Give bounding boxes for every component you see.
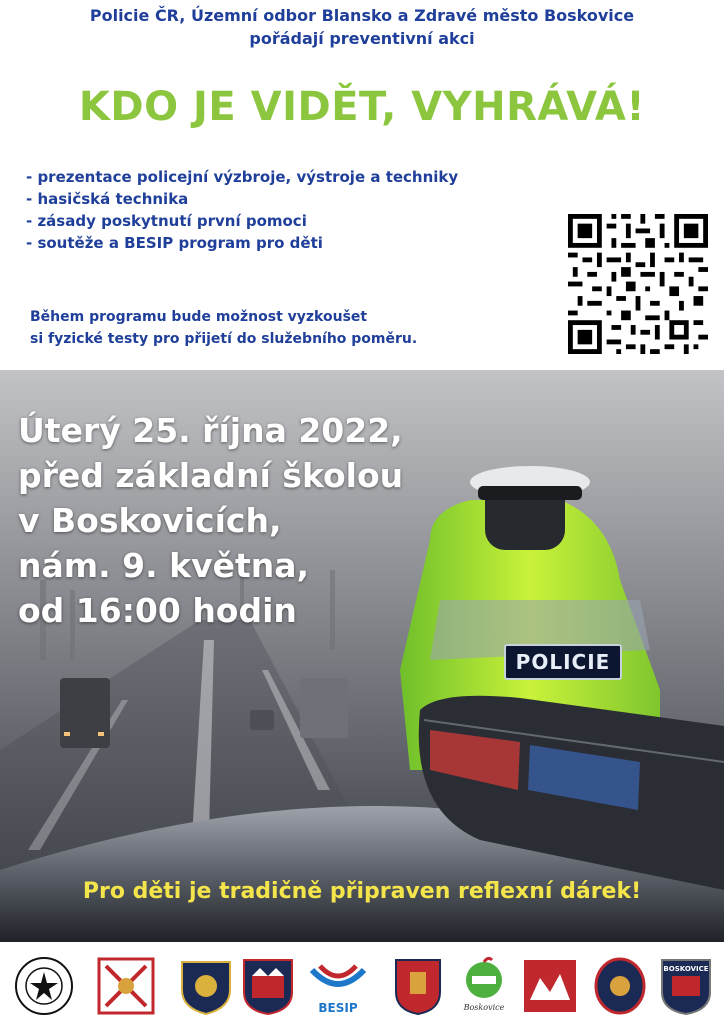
- boskovice-coat-of-arms: [520, 956, 580, 1016]
- svg-text:Boskovice: Boskovice: [463, 1003, 505, 1012]
- firefighters-logo: [388, 956, 448, 1016]
- police-shield-logo: [176, 956, 236, 1016]
- program-item: - prezentace policejní výzbroje, výstroje a techniky: [26, 168, 459, 186]
- organizers-line-2: pořádají preventivní akci: [249, 29, 475, 48]
- header-section: [0, 0, 724, 370]
- besip-logo-text: BESIP: [318, 1001, 358, 1015]
- gift-message: Pro děti je tradičně připraven reflexní dárek!: [82, 879, 642, 904]
- boskovice-police-logo-text: BOSKOVICE: [663, 965, 709, 973]
- healthy-city-logo: [454, 956, 514, 1016]
- qr-code[interactable]: [568, 214, 708, 354]
- partner-logos: [0, 942, 724, 1024]
- event-place: před základní školou: [18, 456, 404, 495]
- boskovice-police-logo: [656, 956, 716, 1016]
- fitness-note-line-1: Během programu bude možnost vyzkoušet: [30, 309, 368, 325]
- event-details: [18, 408, 403, 633]
- event-time: od 16:00 hodin: [18, 591, 297, 630]
- event-date: Úterý 25. října 2022,: [18, 411, 403, 450]
- event-square: nám. 9. května,: [18, 546, 310, 585]
- fitness-note-line-2: si fyzické testy pro přijetí do služebního poměru.: [30, 331, 418, 347]
- program-item: - zásady poskytnutí první pomoci: [26, 212, 307, 230]
- besip-logo: [306, 956, 370, 1016]
- fire-rescue-logo: [96, 956, 156, 1016]
- event-town: v Boskovicích,: [18, 501, 282, 540]
- city-police-logo: [238, 956, 298, 1016]
- organizers-line-1: Policie ČR, Územní odbor Blansko a Zdravé město Boskovice: [89, 6, 635, 25]
- program-item: - soutěže a BESIP program pro děti: [26, 234, 323, 252]
- program-list: [26, 166, 458, 254]
- vest-police-label: POLICIE: [504, 644, 622, 680]
- municipal-badge-logo: [590, 956, 650, 1016]
- police-cr-logo: [14, 956, 74, 1016]
- event-headline: KDO JE VIDĚT, VYHRÁVÁ!: [78, 84, 646, 130]
- program-item: - hasičská technika: [26, 190, 189, 208]
